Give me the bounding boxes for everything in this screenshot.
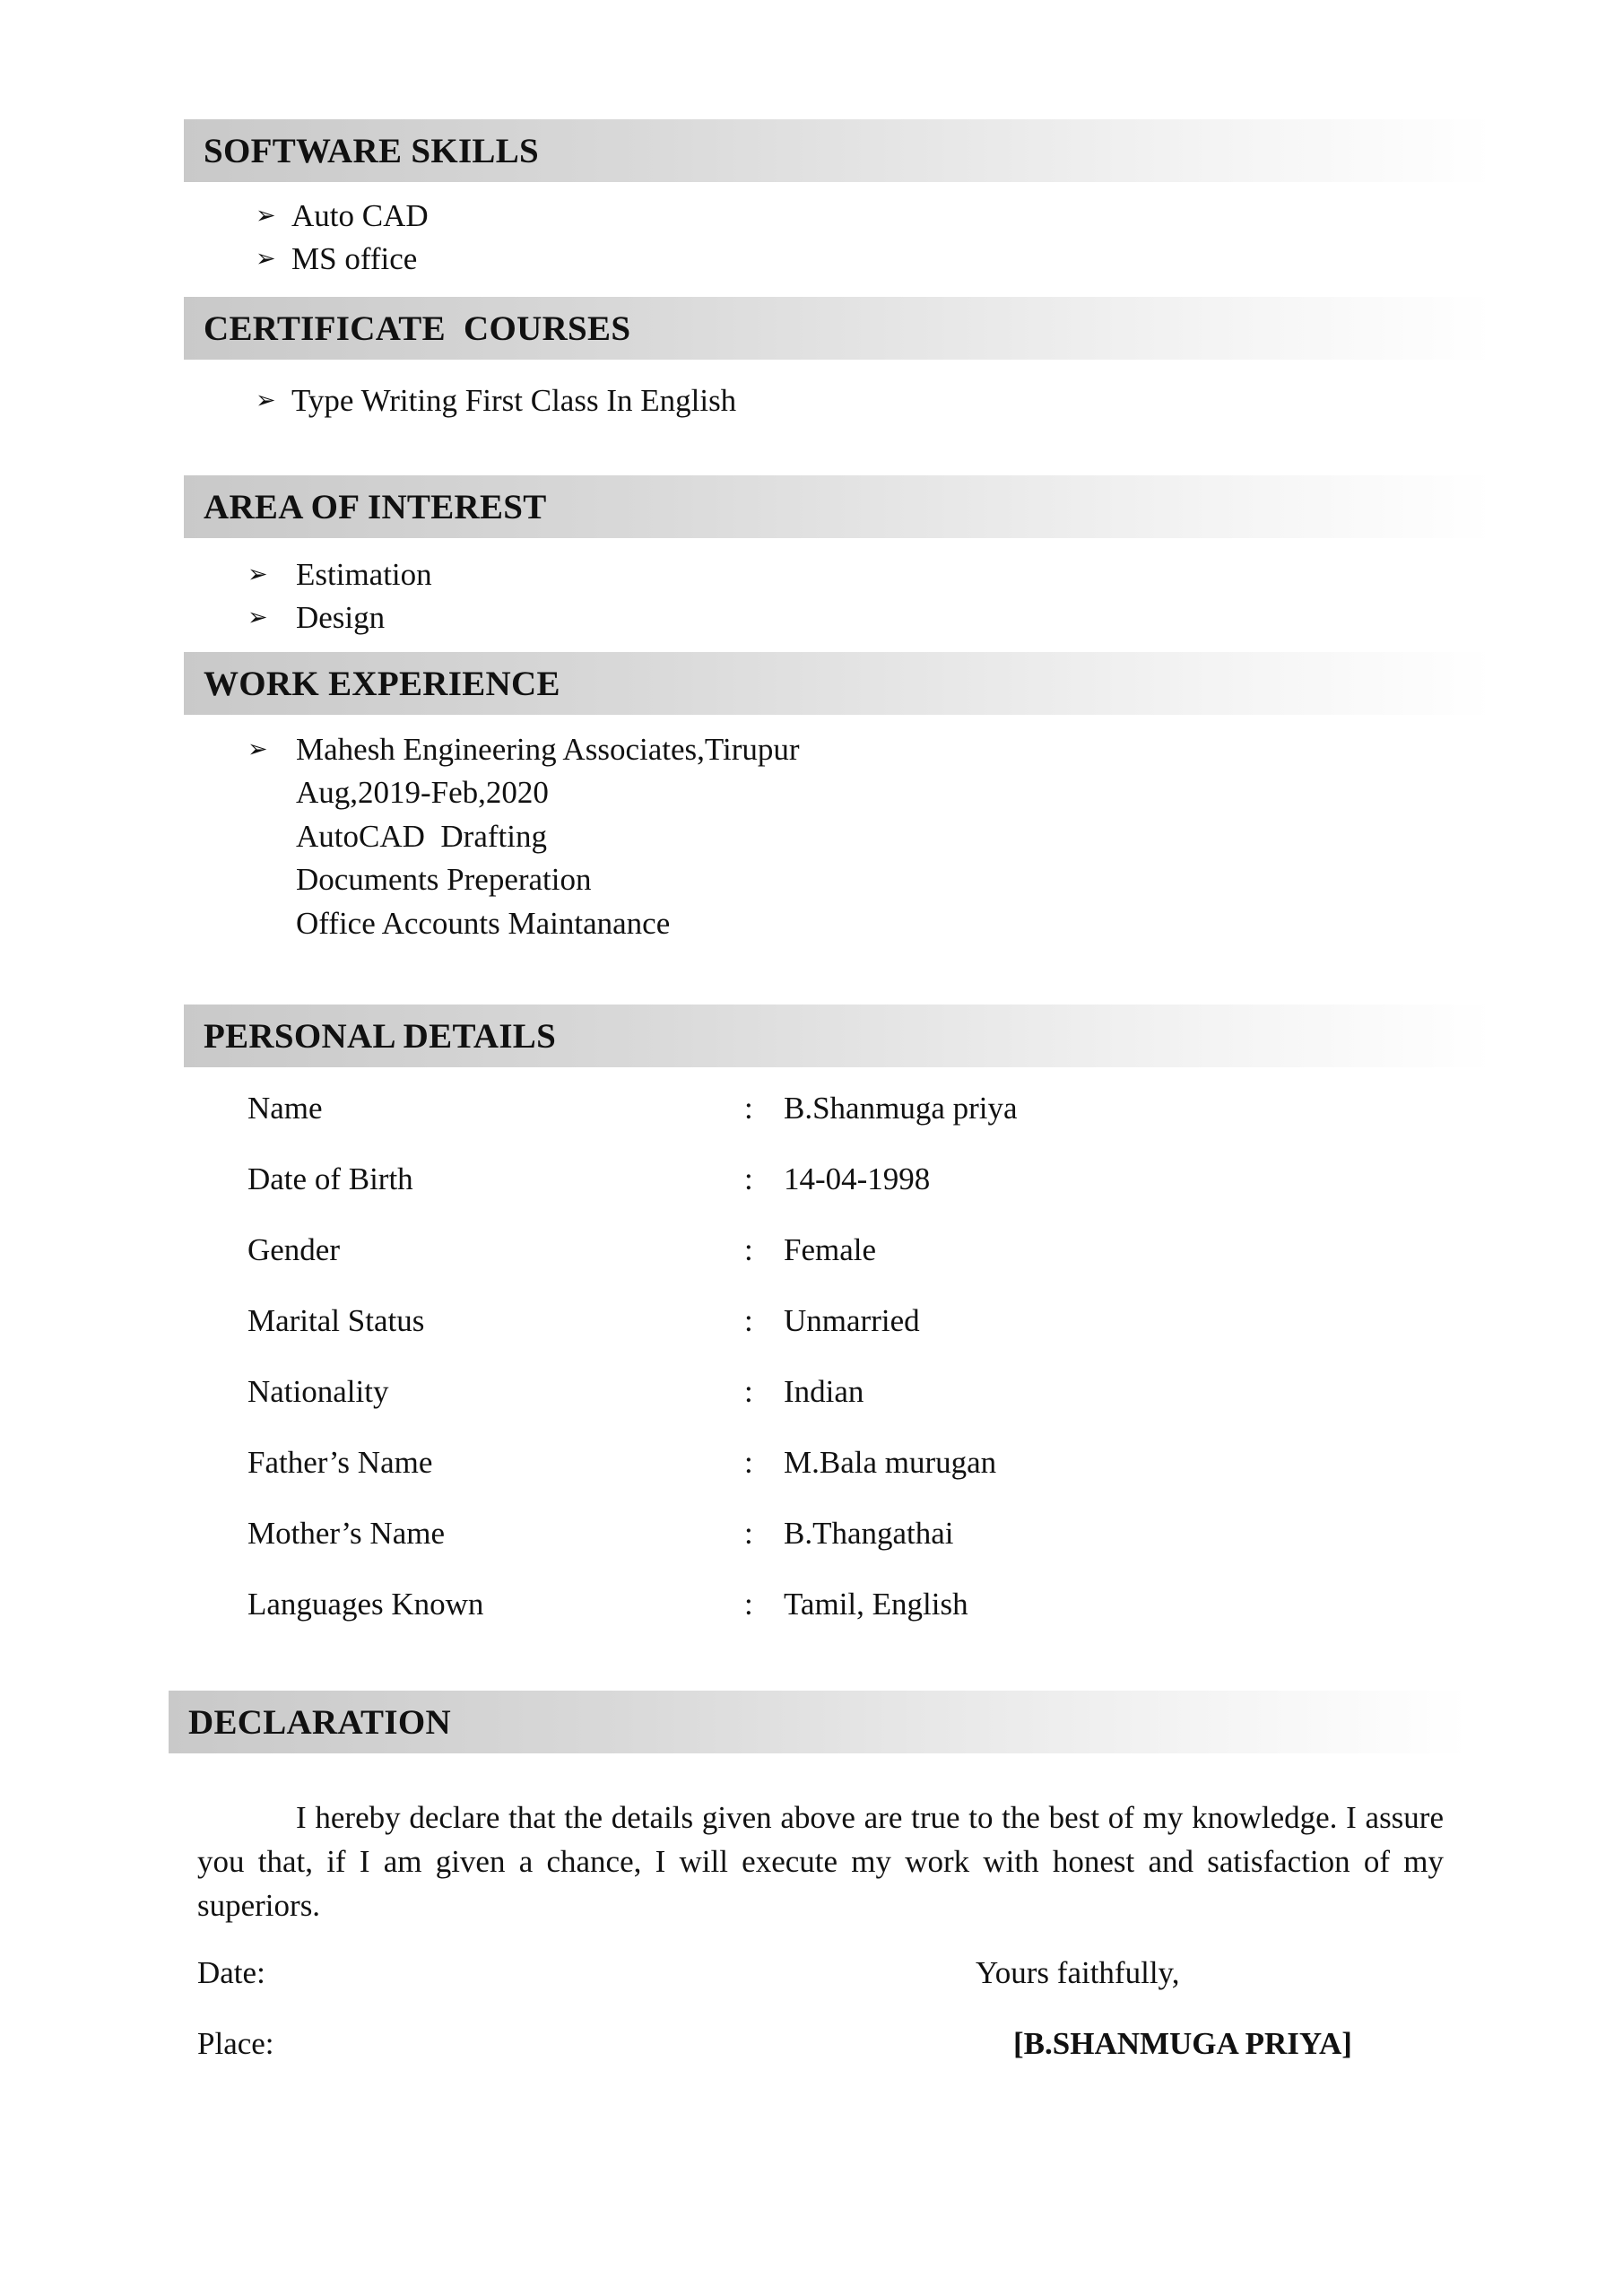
list-item [247, 728, 800, 771]
software-skills-title: SOFTWARE SKILLS [204, 131, 540, 170]
detail-row-fathers-name: Father’s Name : M.Bala murugan [247, 1445, 997, 1480]
declaration-text: I hereby declare that the details given above are true to the best of my knowledge. I assure you that, if I am given a chance, I will execute my work with honest and satisfaction of my superiors. [197, 1800, 1444, 1923]
detail-row-gender: Gender : Female [247, 1232, 877, 1267]
detail-row-mothers-name: Mother’s Name : B.Thangathai [247, 1516, 954, 1551]
work-duty: AutoCAD Drafting [296, 818, 547, 854]
place-label: Place: [197, 2026, 274, 2061]
arrow-bullet-icon: ➢ [247, 735, 268, 763]
detail-row-dob: Date of Birth : 14-04-1998 [247, 1161, 931, 1196]
certificate-courses-list [256, 379, 736, 422]
work-experience-header [184, 652, 1493, 715]
work-experience-details [296, 771, 670, 945]
area-of-interest-header [184, 475, 1493, 538]
arrow-bullet-icon: ➢ [256, 202, 276, 230]
closing-text: Yours faithfully, [976, 1955, 1180, 1990]
detail-row-nationality: Nationality : Indian [247, 1374, 864, 1409]
detail-row-languages: Languages Known : Tamil, English [247, 1587, 968, 1622]
software-skills-list [256, 195, 429, 281]
certificate-courses-header [184, 297, 1493, 360]
work-duty: Office Accounts Maintanance [296, 905, 671, 941]
work-experience-list [247, 728, 800, 771]
software-skills-header [184, 119, 1493, 182]
declaration-header [169, 1691, 1469, 1753]
detail-row-name: Name : B.Shanmuga priya [247, 1091, 1018, 1126]
area-of-interest-list [247, 553, 432, 639]
list-item: ➢ MS office [256, 238, 429, 281]
signature-name: [B.SHANMUGA PRIYA] [1013, 2026, 1352, 2061]
work-duty: Documents Preperation [296, 862, 592, 897]
personal-details-table [247, 1087, 1324, 1654]
declaration-title: DECLARATION [188, 1702, 451, 1742]
arrow-bullet-icon: ➢ [247, 604, 268, 631]
personal-details-header [184, 1004, 1493, 1067]
area-of-interest-title: AREA OF INTEREST [204, 487, 547, 526]
work-experience-title: WORK EXPERIENCE [204, 664, 560, 703]
detail-row-marital-status: Marital Status : Unmarried [247, 1303, 920, 1338]
company-name: Mahesh Engineering Associates,Tirupur [296, 732, 800, 767]
list-item: ➢ Type Writing First Class In English [256, 379, 736, 422]
certificate-courses-title: CERTIFICATE COURSES [204, 309, 631, 348]
list-item: ➢ Estimation [247, 553, 432, 596]
list-item: ➢ Design [247, 596, 432, 639]
date-label: Date: [197, 1955, 265, 1990]
arrow-bullet-icon: ➢ [247, 561, 268, 588]
list-item: ➢ Auto CAD [256, 195, 429, 238]
arrow-bullet-icon: ➢ [256, 387, 276, 414]
personal-details-title: PERSONAL DETAILS [204, 1016, 557, 1056]
work-period: Aug,2019-Feb,2020 [296, 775, 549, 810]
arrow-bullet-icon: ➢ [256, 245, 276, 273]
